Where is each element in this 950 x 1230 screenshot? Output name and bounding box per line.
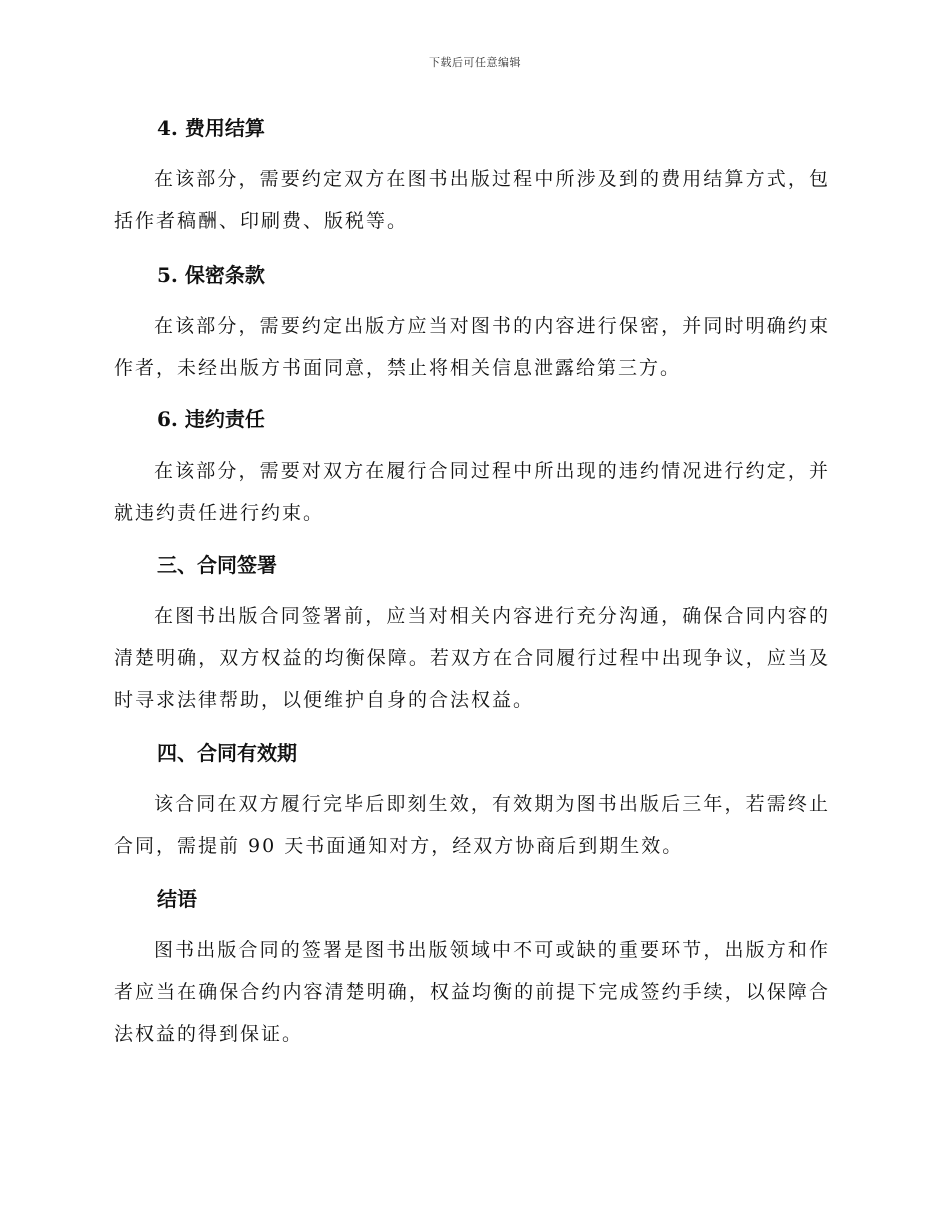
section-body-fee-settlement: 在该部分，需要约定双方在图书出版过程中所涉及到的费用结算方式，包括作者稿酬、印刷费、版税等。 — [114, 168, 830, 232]
section-heading-conclusion: 结语 — [157, 887, 197, 911]
section-body-contract-signing: 在图书出版合同签署前，应当对相关内容进行充分沟通，确保合同内容的清楚明确，双方权益的均衡保障。若双方在合同履行过程中出现争议，应当及时寻求法律帮助，以便维护自身的合法权益。 — [114, 605, 830, 711]
section-body-conclusion: 图书出版合同的签署是图书出版领域中不可或缺的重要环节，出版方和作者应当在确保合约内容清楚明确，权益均衡的前提下完成签约手续，以保障合法权益的得到保证。 — [114, 939, 830, 1045]
section-body-breach-liability: 在该部分，需要对双方在履行合同过程中所出现的违约情况进行约定，并就违约责任进行约束。 — [114, 460, 830, 524]
section-heading-breach-liability: 6. 违约责任 — [157, 407, 265, 431]
section-body-contract-validity: 该合同在双方履行完毕后即刻生效，有效期为图书出版后三年，若需终止合同，需提前 90 天书面通知对方，经双方协商后到期生效。 — [114, 793, 830, 857]
section-body-confidentiality: 在该部分，需要约定出版方应当对图书的内容进行保密，并同时明确约束作者，未经出版方书面同意，禁止将相关信息泄露给第三方。 — [114, 315, 830, 379]
section-heading-confidentiality: 5. 保密条款 — [157, 263, 265, 287]
section-heading-fee-settlement: 4. 费用结算 — [157, 116, 265, 140]
page-header-note: 下载后可任意编辑 — [429, 56, 521, 69]
section-heading-contract-validity: 四、合同有效期 — [157, 741, 297, 765]
section-heading-contract-signing: 三、合同签署 — [157, 553, 277, 577]
